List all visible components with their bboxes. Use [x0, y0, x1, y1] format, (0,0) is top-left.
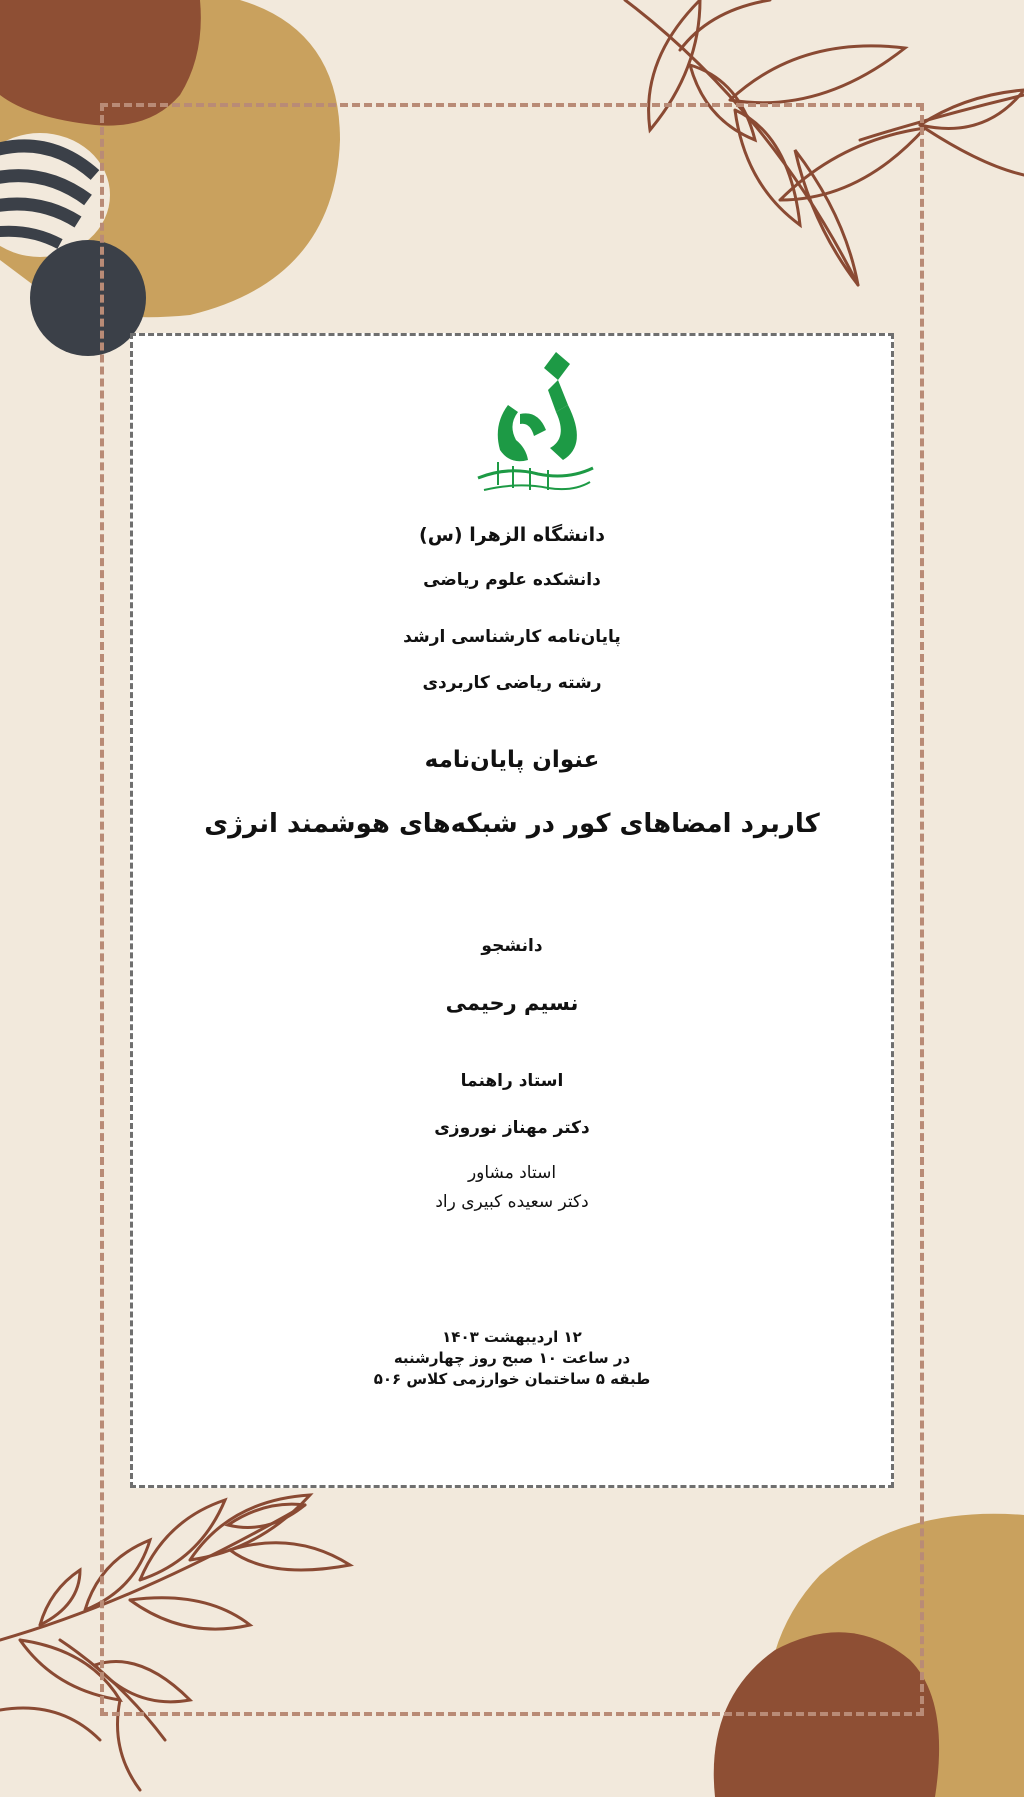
student-name: نسیم رحیمی — [445, 991, 579, 1015]
advisor-name: دکتر سعیده کبیری راد — [435, 1192, 589, 1212]
university-logo-icon — [438, 350, 598, 500]
title-page-card — [130, 333, 894, 1488]
faculty-name: دانشکده علوم ریاضی — [423, 570, 601, 590]
advisor-label: استاد مشاور — [467, 1163, 557, 1183]
supervisor-label: استاد راهنما — [460, 1071, 564, 1091]
thesis-title: کاربرد امضاهای کور در شبکه‌های هوشمند انرژی — [204, 809, 820, 839]
defense-time: در ساعت ۱۰ صبح روز چهارشنبه — [393, 1349, 631, 1367]
defense-location: طبقه ۵ ساختمان خوارزمی کلاس ۵۰۶ — [373, 1370, 651, 1388]
degree-label: پایان‌نامه کارشناسی ارشد — [403, 627, 621, 647]
thesis-title-label: عنوان پایان‌نامه — [424, 747, 600, 773]
university-name: دانشگاه الزهرا (س) — [419, 524, 605, 546]
field-label: رشته ریاضی کاربردی — [422, 673, 602, 693]
student-label: دانشجو — [481, 936, 543, 956]
defense-date: ۱۲ اردیبهشت ۱۴۰۳ — [442, 1328, 582, 1346]
supervisor-name: دکتر مهناز نوروزی — [434, 1118, 590, 1138]
